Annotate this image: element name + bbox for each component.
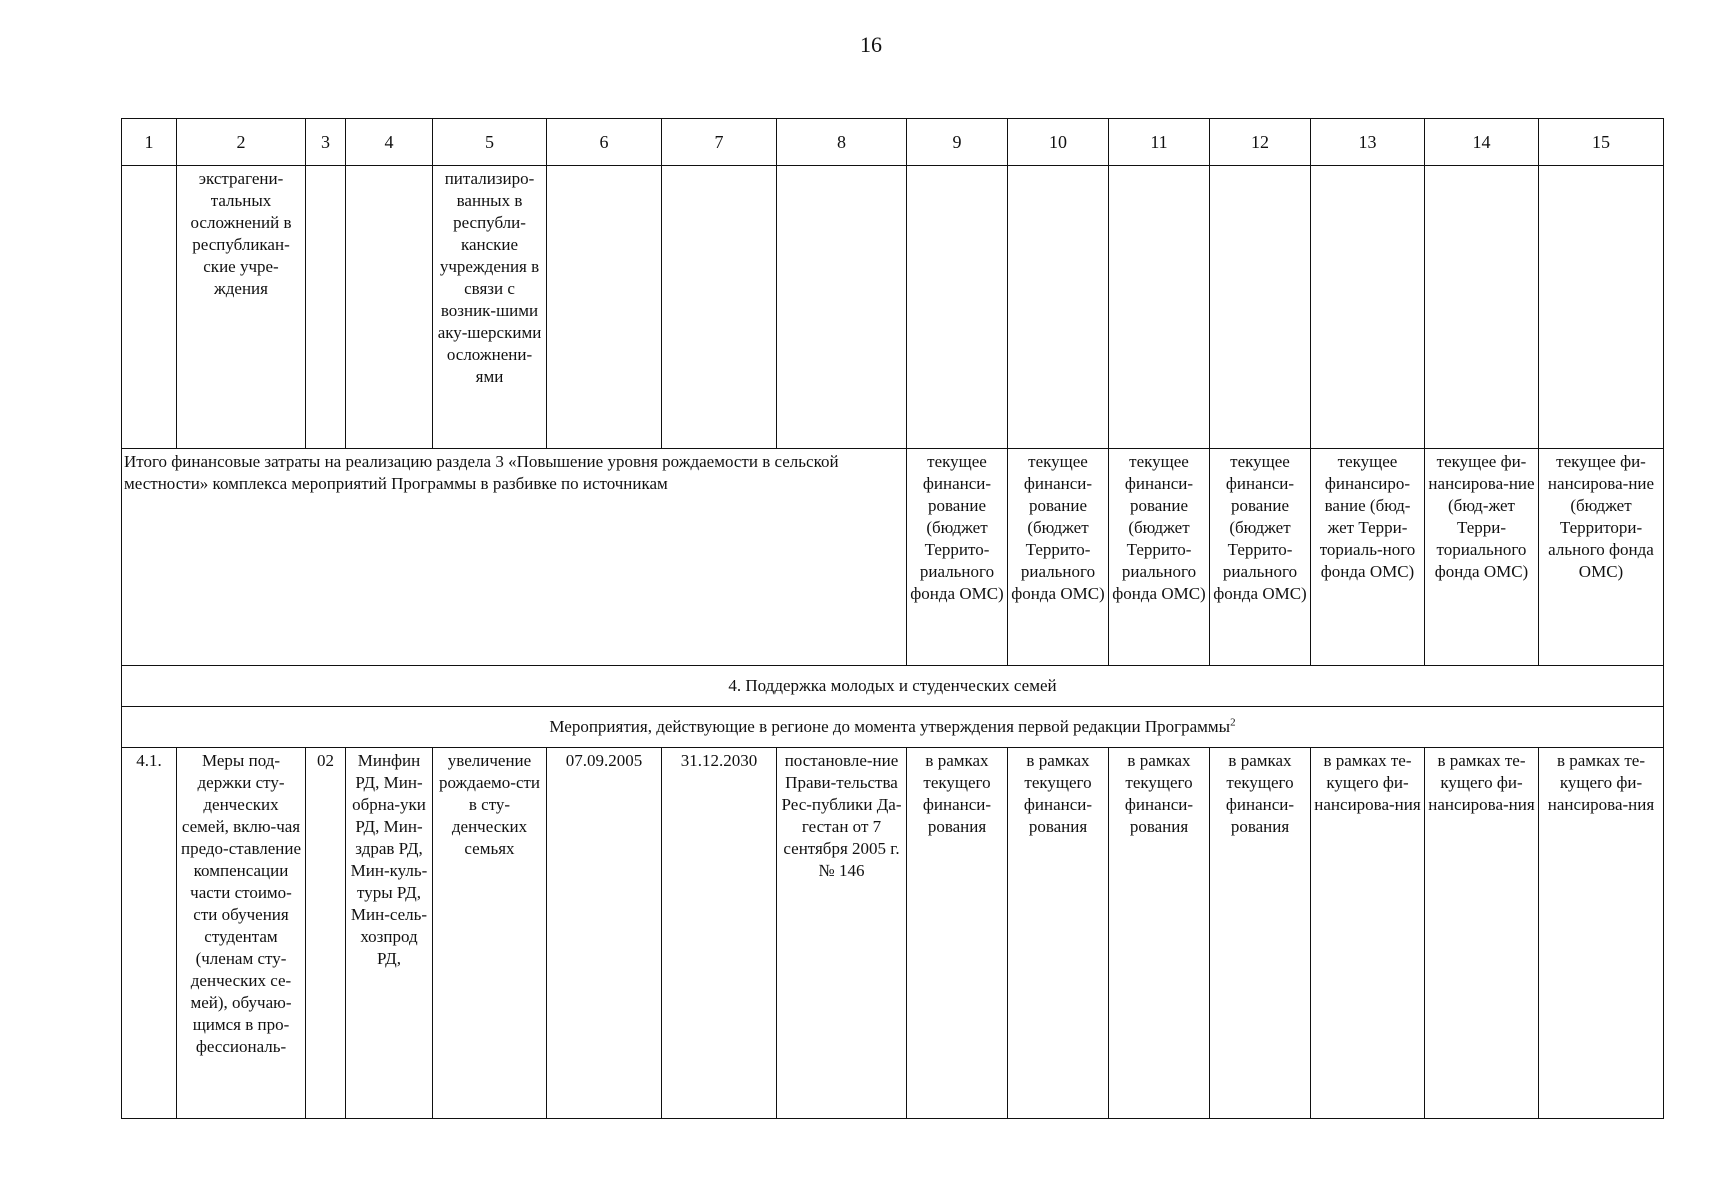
- footnote-marker: 2: [1230, 716, 1236, 729]
- empty-cell: [907, 166, 1008, 449]
- column-header: 7: [662, 119, 777, 166]
- funding-cell: текущее фи-нансирова-ние (бюджет Территори-ального фонда ОМС): [1539, 449, 1664, 666]
- measure-cell: экстрагени-тальных осложнений в республикан-ские учре-ждения: [177, 166, 306, 449]
- item-number: 4.1.: [122, 748, 177, 1119]
- subsection-title: Мероприятия, действующие в регионе до момента утверждения первой редакции Программы: [549, 717, 1231, 736]
- start-date: 07.09.2005: [547, 748, 662, 1119]
- empty-cell: [122, 166, 177, 449]
- funding-cell: в рамках текущего финанси-рования: [1109, 748, 1210, 1119]
- section-header-row: [122, 666, 1664, 707]
- total-label: Итого финансовые затраты на реализацию раздела 3 «Повышение уровня рождаемости в сельской местности» комплекса мероприятий Программы в разбивке по источникам: [122, 449, 907, 666]
- empty-cell: [1109, 166, 1210, 449]
- funding-cell: текущее финанси-рование (бюджет Террито-риального фонда ОМС): [907, 449, 1008, 666]
- funding-cell: текущее финансиро-вание (бюд-жет Терри-ториаль-ного фонда ОМС): [1311, 449, 1425, 666]
- funding-cell: в рамках текущего финанси-рования: [907, 748, 1008, 1119]
- empty-cell: [1539, 166, 1664, 449]
- subsection-title-cell: [122, 707, 1664, 748]
- funding-cell: в рамках те-кущего фи-нансирова-ния: [1311, 748, 1425, 1119]
- end-date: 31.12.2030: [662, 748, 777, 1119]
- column-header: 12: [1210, 119, 1311, 166]
- empty-cell: [1210, 166, 1311, 449]
- funding-cell: в рамках те-кущего фи-нансирова-ния: [1425, 748, 1539, 1119]
- section-title: 4. Поддержка молодых и студенческих семей: [122, 666, 1664, 707]
- basis-cell: постановле-ние Прави-тельства Рес-публики Да-гестан от 7 сентября 2005 г. № 146: [777, 748, 907, 1119]
- empty-cell: [1311, 166, 1425, 449]
- column-header: 8: [777, 119, 907, 166]
- column-header: 2: [177, 119, 306, 166]
- column-header: 9: [907, 119, 1008, 166]
- empty-cell: [662, 166, 777, 449]
- funding-cell: текущее финанси-рование (бюджет Террито-риального фонда ОМС): [1210, 449, 1311, 666]
- column-number-row: [122, 119, 1664, 166]
- funding-cell: текущее финанси-рование (бюджет Террито-риального фонда ОМС): [1008, 449, 1109, 666]
- empty-cell: [1425, 166, 1539, 449]
- table-row: [122, 748, 1664, 1119]
- empty-cell: [777, 166, 907, 449]
- column-header: 4: [346, 119, 433, 166]
- funding-cell: в рамках текущего финанси-рования: [1008, 748, 1109, 1119]
- funding-cell: в рамках те-кущего фи-нансирова-ния: [1539, 748, 1664, 1119]
- column-header: 3: [306, 119, 346, 166]
- funding-cell: текущее фи-нансирова-ние (бюд-жет Терри-ториального фонда ОМС): [1425, 449, 1539, 666]
- program-measures-table: [121, 118, 1664, 1119]
- total-row: [122, 449, 1664, 666]
- empty-cell: [306, 166, 346, 449]
- empty-cell: [346, 166, 433, 449]
- column-header: 11: [1109, 119, 1210, 166]
- measure-cell: Меры под-держки сту-денческих семей, вклю-чая предо-ставление компенсации части стоимо-сти обучения студентам (членам сту-денческих се-мей), обучаю-щимся в про-фессиональ-: [177, 748, 306, 1119]
- empty-cell: [547, 166, 662, 449]
- executors-cell: Минфин РД, Мин-обрна-уки РД, Мин-здрав РД, Мин-куль-туры РД, Мин-сель-хозпрод РД,: [346, 748, 433, 1119]
- column-header: 10: [1008, 119, 1109, 166]
- column-header: 15: [1539, 119, 1664, 166]
- subsection-header-row: [122, 707, 1664, 748]
- column-header: 13: [1311, 119, 1425, 166]
- code-cell: 02: [306, 748, 346, 1119]
- table-row: [122, 166, 1664, 449]
- column-header: 5: [433, 119, 547, 166]
- funding-cell: текущее финанси-рование (бюджет Террито-риального фонда ОМС): [1109, 449, 1210, 666]
- goal-cell: увеличение рождаемо-сти в сту-денческих семьях: [433, 748, 547, 1119]
- column-header: 14: [1425, 119, 1539, 166]
- empty-cell: [1008, 166, 1109, 449]
- column-header: 1: [122, 119, 177, 166]
- page-number: 16: [860, 32, 882, 57]
- funding-cell: в рамках текущего финанси-рования: [1210, 748, 1311, 1119]
- column-header: 6: [547, 119, 662, 166]
- goal-cell: питализиро-ванных в республи-канские учреждения в связи с возник-шими аку-шерскими осложнени-ями: [433, 166, 547, 449]
